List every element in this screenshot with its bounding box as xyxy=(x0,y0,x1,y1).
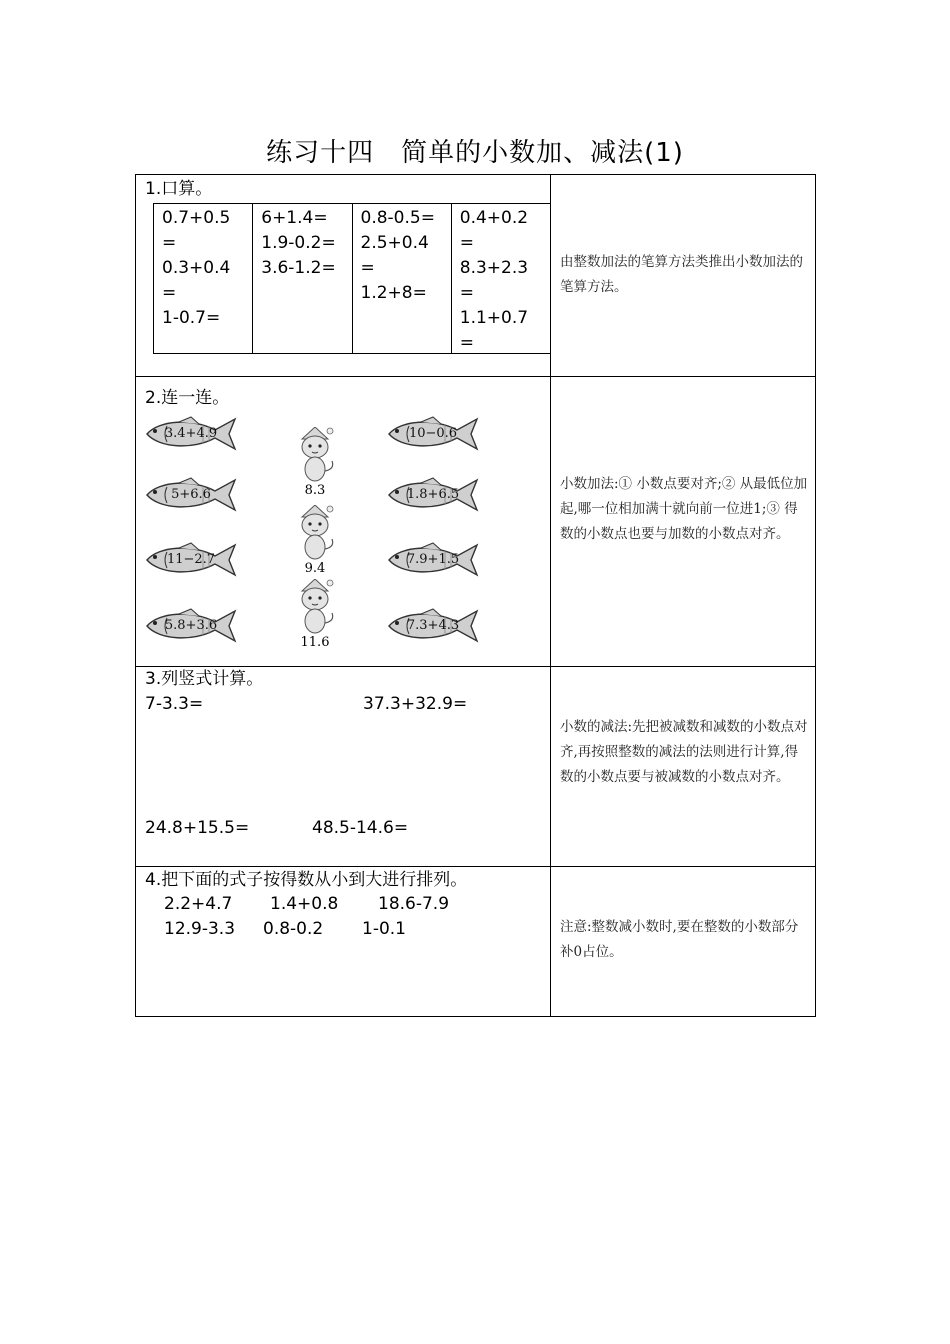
cat-answer[interactable] xyxy=(290,579,340,635)
vertical-calc-item: 24.8+15.5= xyxy=(145,818,250,838)
fish-expression[interactable] xyxy=(143,608,239,644)
calc-item: 1.9-0.2= xyxy=(261,233,336,253)
fish-expression-label: 7.3+4.3 xyxy=(406,618,460,633)
sort-item: 0.8-0.2 xyxy=(263,919,324,939)
fish-expression-label: 1.8+6.5 xyxy=(406,487,460,502)
fish-expression-label: 10−0.6 xyxy=(408,426,458,441)
calc-item: 6+1.4= xyxy=(261,208,328,228)
calc-item: 8.3+2.3= xyxy=(459,258,529,303)
fish-expression[interactable] xyxy=(385,477,481,513)
sort-item: 1-0.1 xyxy=(362,919,406,939)
calc-item: 0.7+0.5= xyxy=(162,208,231,253)
cat-answer-label: 9.4 xyxy=(304,561,326,576)
vertical-calc-item: 7-3.3= xyxy=(145,694,204,714)
sort-item: 2.2+4.7 xyxy=(164,894,233,914)
fish-expression[interactable] xyxy=(385,542,481,578)
row-divider xyxy=(136,866,815,867)
calc-column xyxy=(252,204,351,353)
calc-item: 0.4+0.2= xyxy=(459,208,529,253)
question-4-note: 注意:整数减小数时,要在整数的小数部分补0占位。 xyxy=(560,919,799,960)
question-3-label: 3.列竖式计算。 xyxy=(145,669,264,689)
sort-item: 12.9-3.3 xyxy=(164,919,236,939)
question-4 xyxy=(145,869,545,1009)
page-title: 练习十四 简单的小数加、减法(1) xyxy=(266,138,684,168)
row-divider xyxy=(136,376,815,377)
calc-item: 0.3+0.4= xyxy=(162,258,231,303)
calc-column xyxy=(451,204,550,353)
fish-expression-label: 11−2.7 xyxy=(166,552,216,567)
question-2 xyxy=(145,387,545,662)
cat-answer[interactable] xyxy=(290,427,340,483)
vertical-calc-item: 37.3+32.9= xyxy=(363,694,468,714)
calc-item: 1-0.7= xyxy=(162,308,221,328)
question-2-label: 2.连一连。 xyxy=(145,388,230,408)
row-divider xyxy=(136,666,815,667)
question-2-note: 小数加法:① 小数点要对齐;② 从最低位加起,哪一位相加满十就向前一位进1;③ 得数的小数点也要与加数的小数点对齐。 xyxy=(560,476,808,542)
vertical-calc-item: 48.5-14.6= xyxy=(312,818,409,838)
fish-expression[interactable] xyxy=(143,416,239,452)
calc-column xyxy=(352,204,451,353)
question-1-label: 1.口算。 xyxy=(145,179,213,199)
sort-item: 18.6-7.9 xyxy=(378,894,450,914)
sort-item: 1.4+0.8 xyxy=(270,894,339,914)
fish-expression[interactable] xyxy=(143,477,239,513)
fish-expression[interactable] xyxy=(143,542,239,578)
fish-expression-label: 5.8+3.6 xyxy=(164,618,218,633)
mental-math-table xyxy=(153,203,551,354)
worksheet-table xyxy=(135,174,816,1017)
fish-expression[interactable] xyxy=(385,416,481,452)
calc-item: 1.1+0.7= xyxy=(459,308,529,353)
question-4-label: 4.把下面的式子按得数从小到大进行排列。 xyxy=(145,870,468,890)
question-3 xyxy=(145,668,545,863)
question-1-note: 由整数加法的笔算方法类推出小数加法的笔算方法。 xyxy=(560,254,803,295)
calc-column xyxy=(154,204,252,353)
question-1 xyxy=(145,178,545,373)
fish-expression[interactable] xyxy=(385,608,481,644)
fish-expression-label: 5+6.6 xyxy=(171,487,211,502)
calc-item: 1.2+8= xyxy=(360,283,427,303)
question-3-note: 小数的减法:先把被减数和减数的小数点对齐,再按照整数的减法的法则进行计算,得数的小数点要与被减数的小数点对齐。 xyxy=(560,719,808,785)
cat-answer[interactable] xyxy=(290,505,340,561)
calc-item: 2.5+0.4= xyxy=(360,233,429,278)
fish-expression-label: 7.9+1.5 xyxy=(406,552,460,567)
calc-item: 3.6-1.2= xyxy=(261,258,336,278)
fish-expression-label: 3.4+4.9 xyxy=(164,426,218,441)
cat-answer-label: 11.6 xyxy=(300,635,330,650)
cat-answer-label: 8.3 xyxy=(304,483,326,498)
calc-item: 0.8-0.5= xyxy=(360,208,435,228)
